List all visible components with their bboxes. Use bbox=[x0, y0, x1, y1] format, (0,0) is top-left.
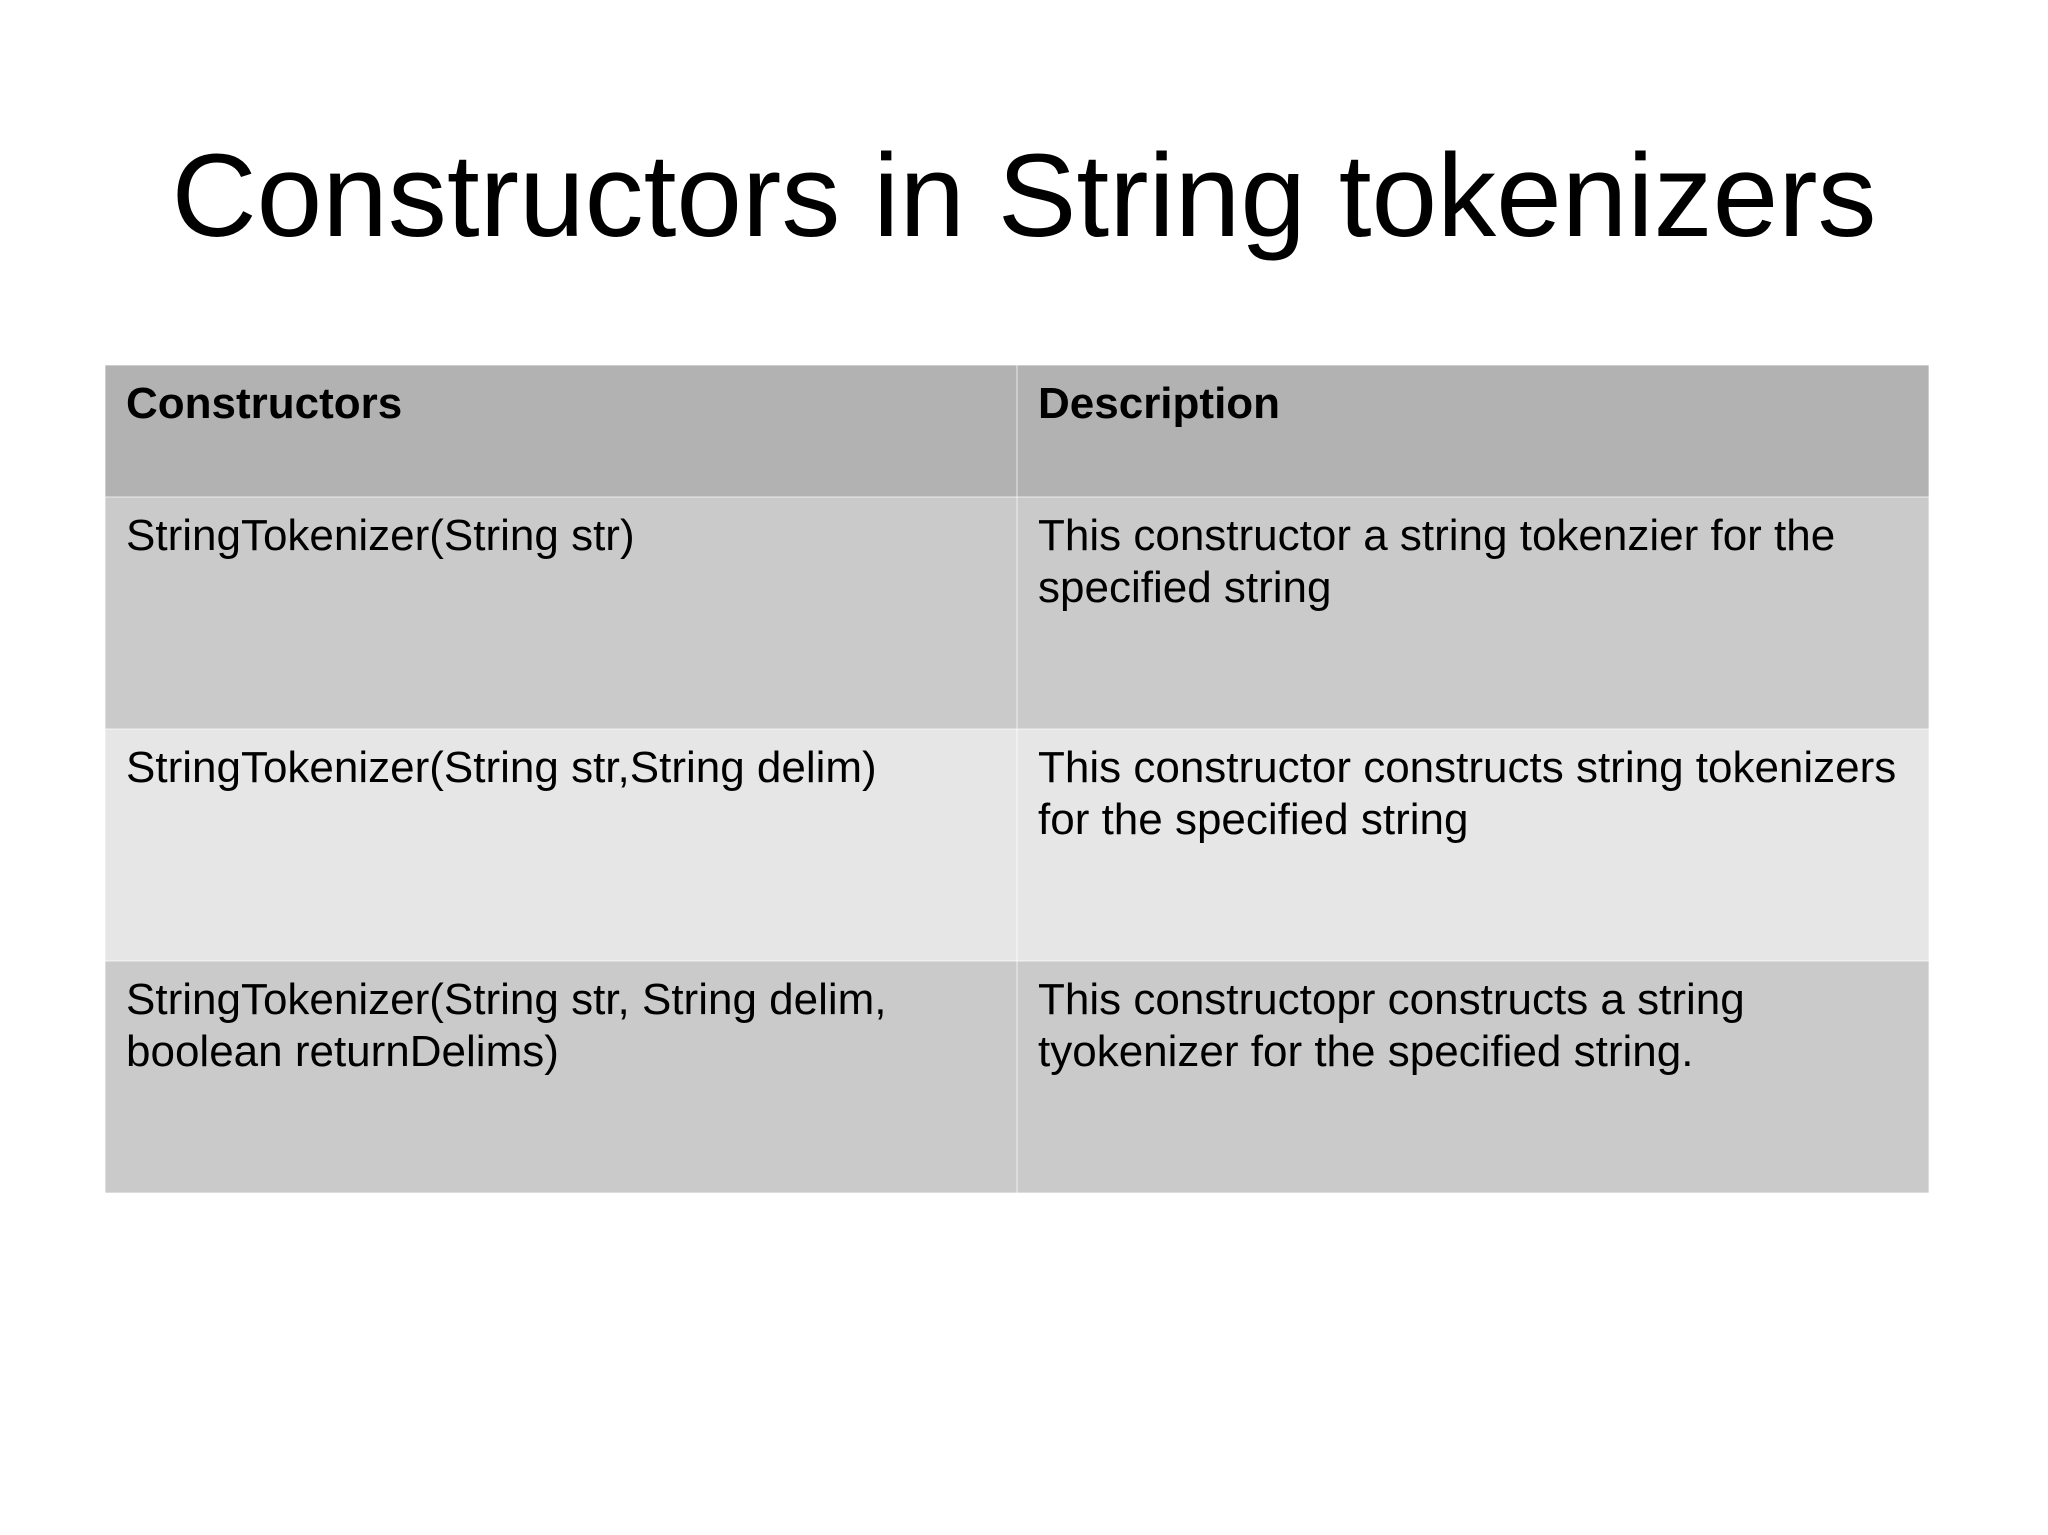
slide-title: Constructors in String tokenizers bbox=[171, 130, 1877, 262]
description-cell: This constructor a string tokenzier for the specified string bbox=[1017, 497, 1929, 729]
header-constructors: Constructors bbox=[105, 365, 1017, 497]
constructor-cell: StringTokenizer(String str,String delim) bbox=[105, 729, 1017, 961]
constructor-cell: StringTokenizer(String str, String delim, boolean returnDelims) bbox=[105, 961, 1017, 1193]
table-row bbox=[105, 497, 1929, 729]
description-cell: This constructopr constructs a string tyokenizer for the specified string. bbox=[1017, 961, 1929, 1193]
header-description: Description bbox=[1017, 365, 1929, 497]
description-cell: This constructor constructs string tokenizers for the specified string bbox=[1017, 729, 1929, 961]
table-row bbox=[105, 961, 1929, 1193]
table-header-row bbox=[105, 365, 1929, 497]
constructor-cell: StringTokenizer(String str) bbox=[105, 497, 1017, 729]
constructors-table bbox=[104, 364, 1930, 1194]
table-row bbox=[105, 729, 1929, 961]
